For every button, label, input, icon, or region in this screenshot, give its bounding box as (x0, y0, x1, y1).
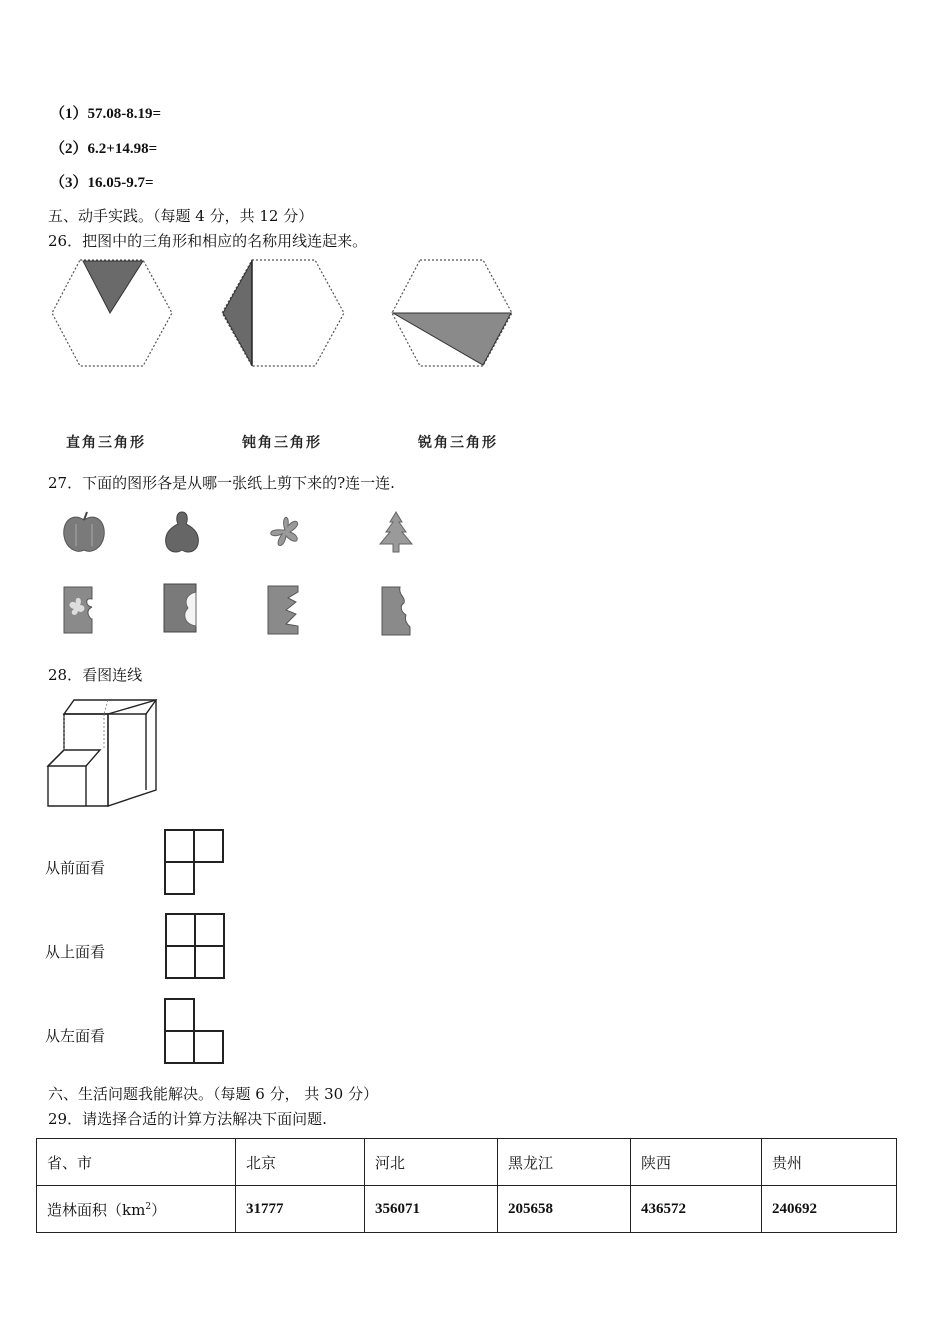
table-region-cell: 陕西 (631, 1139, 762, 1186)
table-row (37, 1139, 897, 1186)
section5-title: 五、动手实践。（每题 4 分，共 12 分） (48, 207, 314, 225)
tree-cutout-icon (376, 510, 416, 554)
paper-with-tree-hole-icon (266, 584, 302, 636)
table-value-cell: 436572 (631, 1186, 762, 1233)
table-value-cell: 205658 (498, 1186, 631, 1233)
calc-label: （3） (50, 175, 88, 191)
row-label-text: 造林面积（km (47, 1200, 146, 1219)
apple-cutout-icon (60, 510, 108, 555)
table-row-label-cell (37, 1186, 236, 1233)
calc-1 (50, 102, 161, 123)
hexagon-acute-triangle (390, 258, 515, 368)
table-region-cell: 贵州 (762, 1139, 897, 1186)
table-value-cell: 356071 (365, 1186, 498, 1233)
hexagon-obtuse-triangle (220, 258, 345, 368)
afforestation-table (36, 1138, 897, 1233)
table-value-cell: 31777 (236, 1186, 365, 1233)
view-top-label: 从上面看 (45, 943, 106, 961)
front-view-grid (163, 828, 225, 896)
paper-with-flower-hole-icon (62, 585, 98, 635)
view-left-label: 从左面看 (45, 1027, 106, 1045)
table-value-cell: 240692 (762, 1186, 897, 1233)
q29-text: 29．请选择合适的计算方法解决下面问题. (48, 1110, 327, 1128)
label-acute-triangle: 锐角三角形 (418, 435, 498, 451)
calc-3 (50, 171, 154, 192)
section6-title: 六、生活问题我能解决。（每题 6 分， 共 30 分） (48, 1085, 378, 1103)
cube-stack-figure (46, 698, 158, 812)
label-right-triangle: 直角三角形 (66, 435, 146, 451)
paper-with-apple-hole-icon (380, 585, 416, 637)
top-view-grid (163, 912, 227, 980)
calc-expression: 6.2+14.98= (87, 141, 158, 157)
table-row (37, 1186, 897, 1233)
view-front-label: 从前面看 (45, 859, 106, 877)
q27-text: 27．下面的图形各是从哪一张纸上剪下来的?连一连. (48, 474, 395, 492)
table-region-cell: 河北 (365, 1139, 498, 1186)
table-header-cell: 省、市 (37, 1139, 236, 1186)
hexagon-right-triangle (50, 258, 175, 368)
row-label-sup: 2 (145, 1201, 152, 1212)
calc-label: （1） (50, 106, 88, 122)
q26-text: 26．把图中的三角形和相应的名称用线连起来。 (48, 232, 368, 250)
left-view-grid (163, 997, 225, 1065)
calc-2 (50, 137, 157, 158)
table-region-cell: 黑龙江 (498, 1139, 631, 1186)
label-obtuse-triangle: 钝角三角形 (242, 435, 322, 451)
acute-triangle-shape (393, 313, 511, 365)
row-label-end: ） (151, 1200, 167, 1219)
table-region-cell: 北京 (236, 1139, 365, 1186)
calc-label: （2） (50, 141, 88, 157)
right-triangle-shape (83, 261, 143, 313)
calc-expression: 57.08-8.19= (87, 106, 162, 122)
paper-with-gourd-hole-icon (160, 582, 200, 634)
flower-cutout-icon (262, 510, 308, 552)
calc-expression: 16.05-9.7= (87, 175, 154, 191)
obtuse-triangle-shape (223, 261, 252, 365)
gourd-cutout-icon (162, 510, 202, 555)
q28-text: 28．看图连线 (48, 666, 143, 684)
